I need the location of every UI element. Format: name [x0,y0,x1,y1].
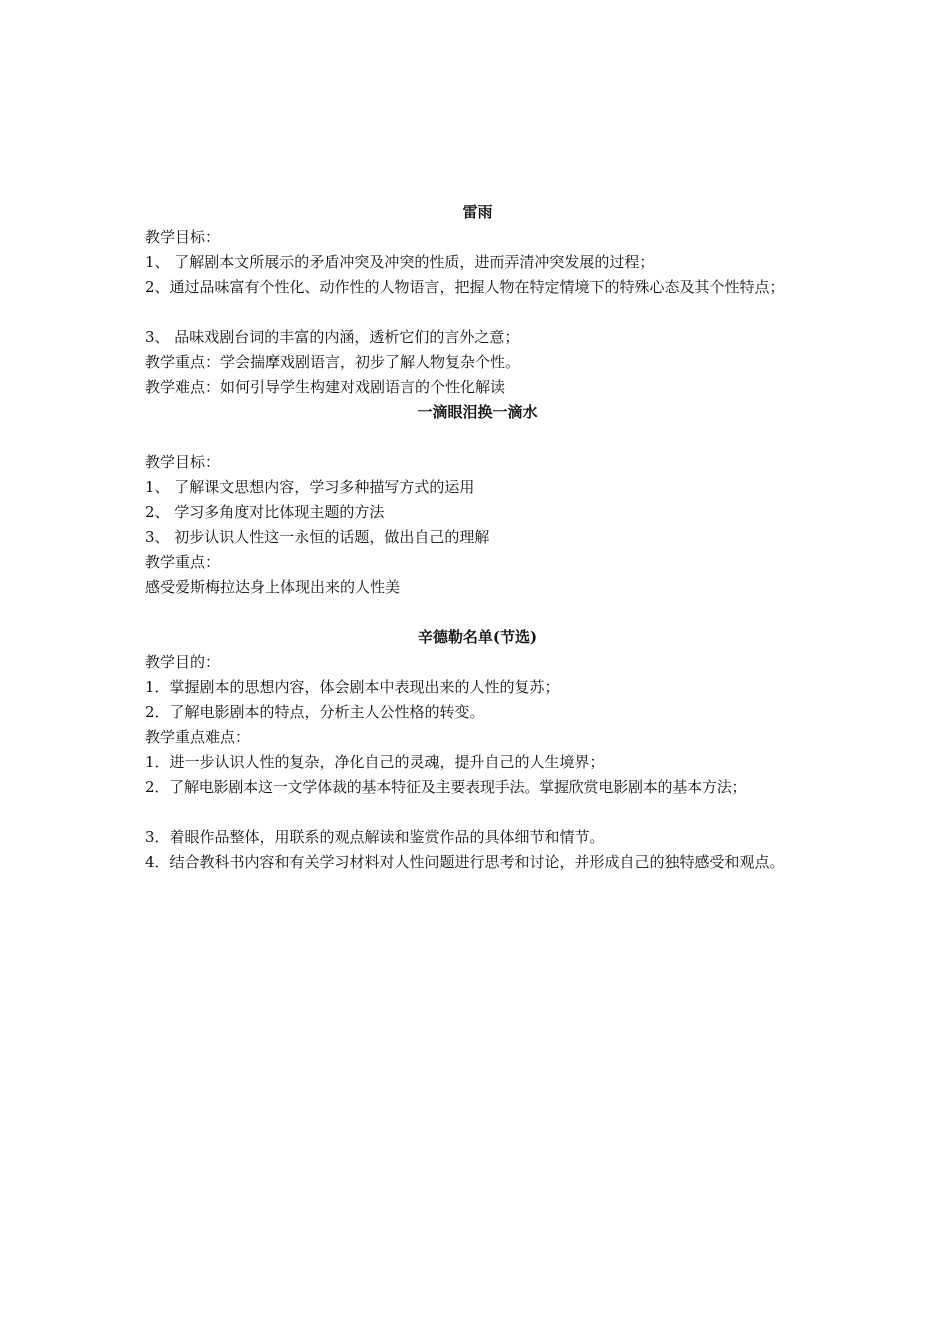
key-point-heading: 教学重点： [145,553,221,571]
objectives-heading: 教学目的： [145,653,221,671]
objective-item: 2、 学习多角度对比体现主题的方法 [145,503,385,521]
blank-line [145,600,810,625]
objective-item: 3、 品味戏剧台词的丰富的内涵，透析它们的言外之意； [145,328,520,346]
key-points-heading: 教学重点难点： [145,728,251,746]
objective-item: 1、 了解剧本文所展示的矛盾冲突及冲突的性质，进而弄清冲突发展的过程； [145,253,655,271]
objective-item: 1．掌握剧本的思想内容，体会剧本中表现出来的人性的复苏； [145,678,560,696]
blank-line [145,800,810,825]
key-point-item: 3．着眼作品整体，用联系的观点解读和鉴赏作品的具体细节和情节。 [145,828,605,846]
blank-line [145,425,810,450]
section-title-schindlers-list: 辛德勒名单(节选) [417,628,538,646]
key-point-item: 2．了解电影剧本这一文学体裁的基本特征及主要表现手法。掌握欣赏电影剧本的基本方法； [145,778,747,796]
objectives-heading: 教学目标： [145,228,221,246]
section-title-yidi-yanlei: 一滴眼泪换一滴水 [417,403,538,421]
key-point-item: 1．进一步认识人性的复杂，净化自己的灵魂，提升自己的人生境界； [145,753,605,771]
objective-item: 2、通过品味富有个性化、动作性的人物语言，把握人物在特定情境下的特殊心态及其个性特点； [145,278,785,296]
key-point: 感受爱斯梅拉达身上体现出来的人性美 [145,578,401,596]
section-title-leiyu: 雷雨 [462,203,493,221]
difficult-point: 教学难点：如何引导学生构建对戏剧语言的个性化解读 [145,378,506,396]
key-point-item: 4．结合教科书内容和有关学习材料对人性问题进行思考和讨论，并形成自己的独特感受和观点。 [145,853,785,871]
objective-item: 2．了解电影剧本的特点，分析主人公性格的转变。 [145,703,485,721]
objectives-heading: 教学目标： [145,453,221,471]
key-point: 教学重点：学会揣摩戏剧语言，初步了解人物复杂个性。 [145,353,521,371]
objective-item: 3、 初步认识人性这一永恒的话题，做出自己的理解 [145,528,490,546]
objective-item: 1、 了解课文思想内容，学习多种描写方式的运用 [145,478,475,496]
document-page [145,200,810,900]
